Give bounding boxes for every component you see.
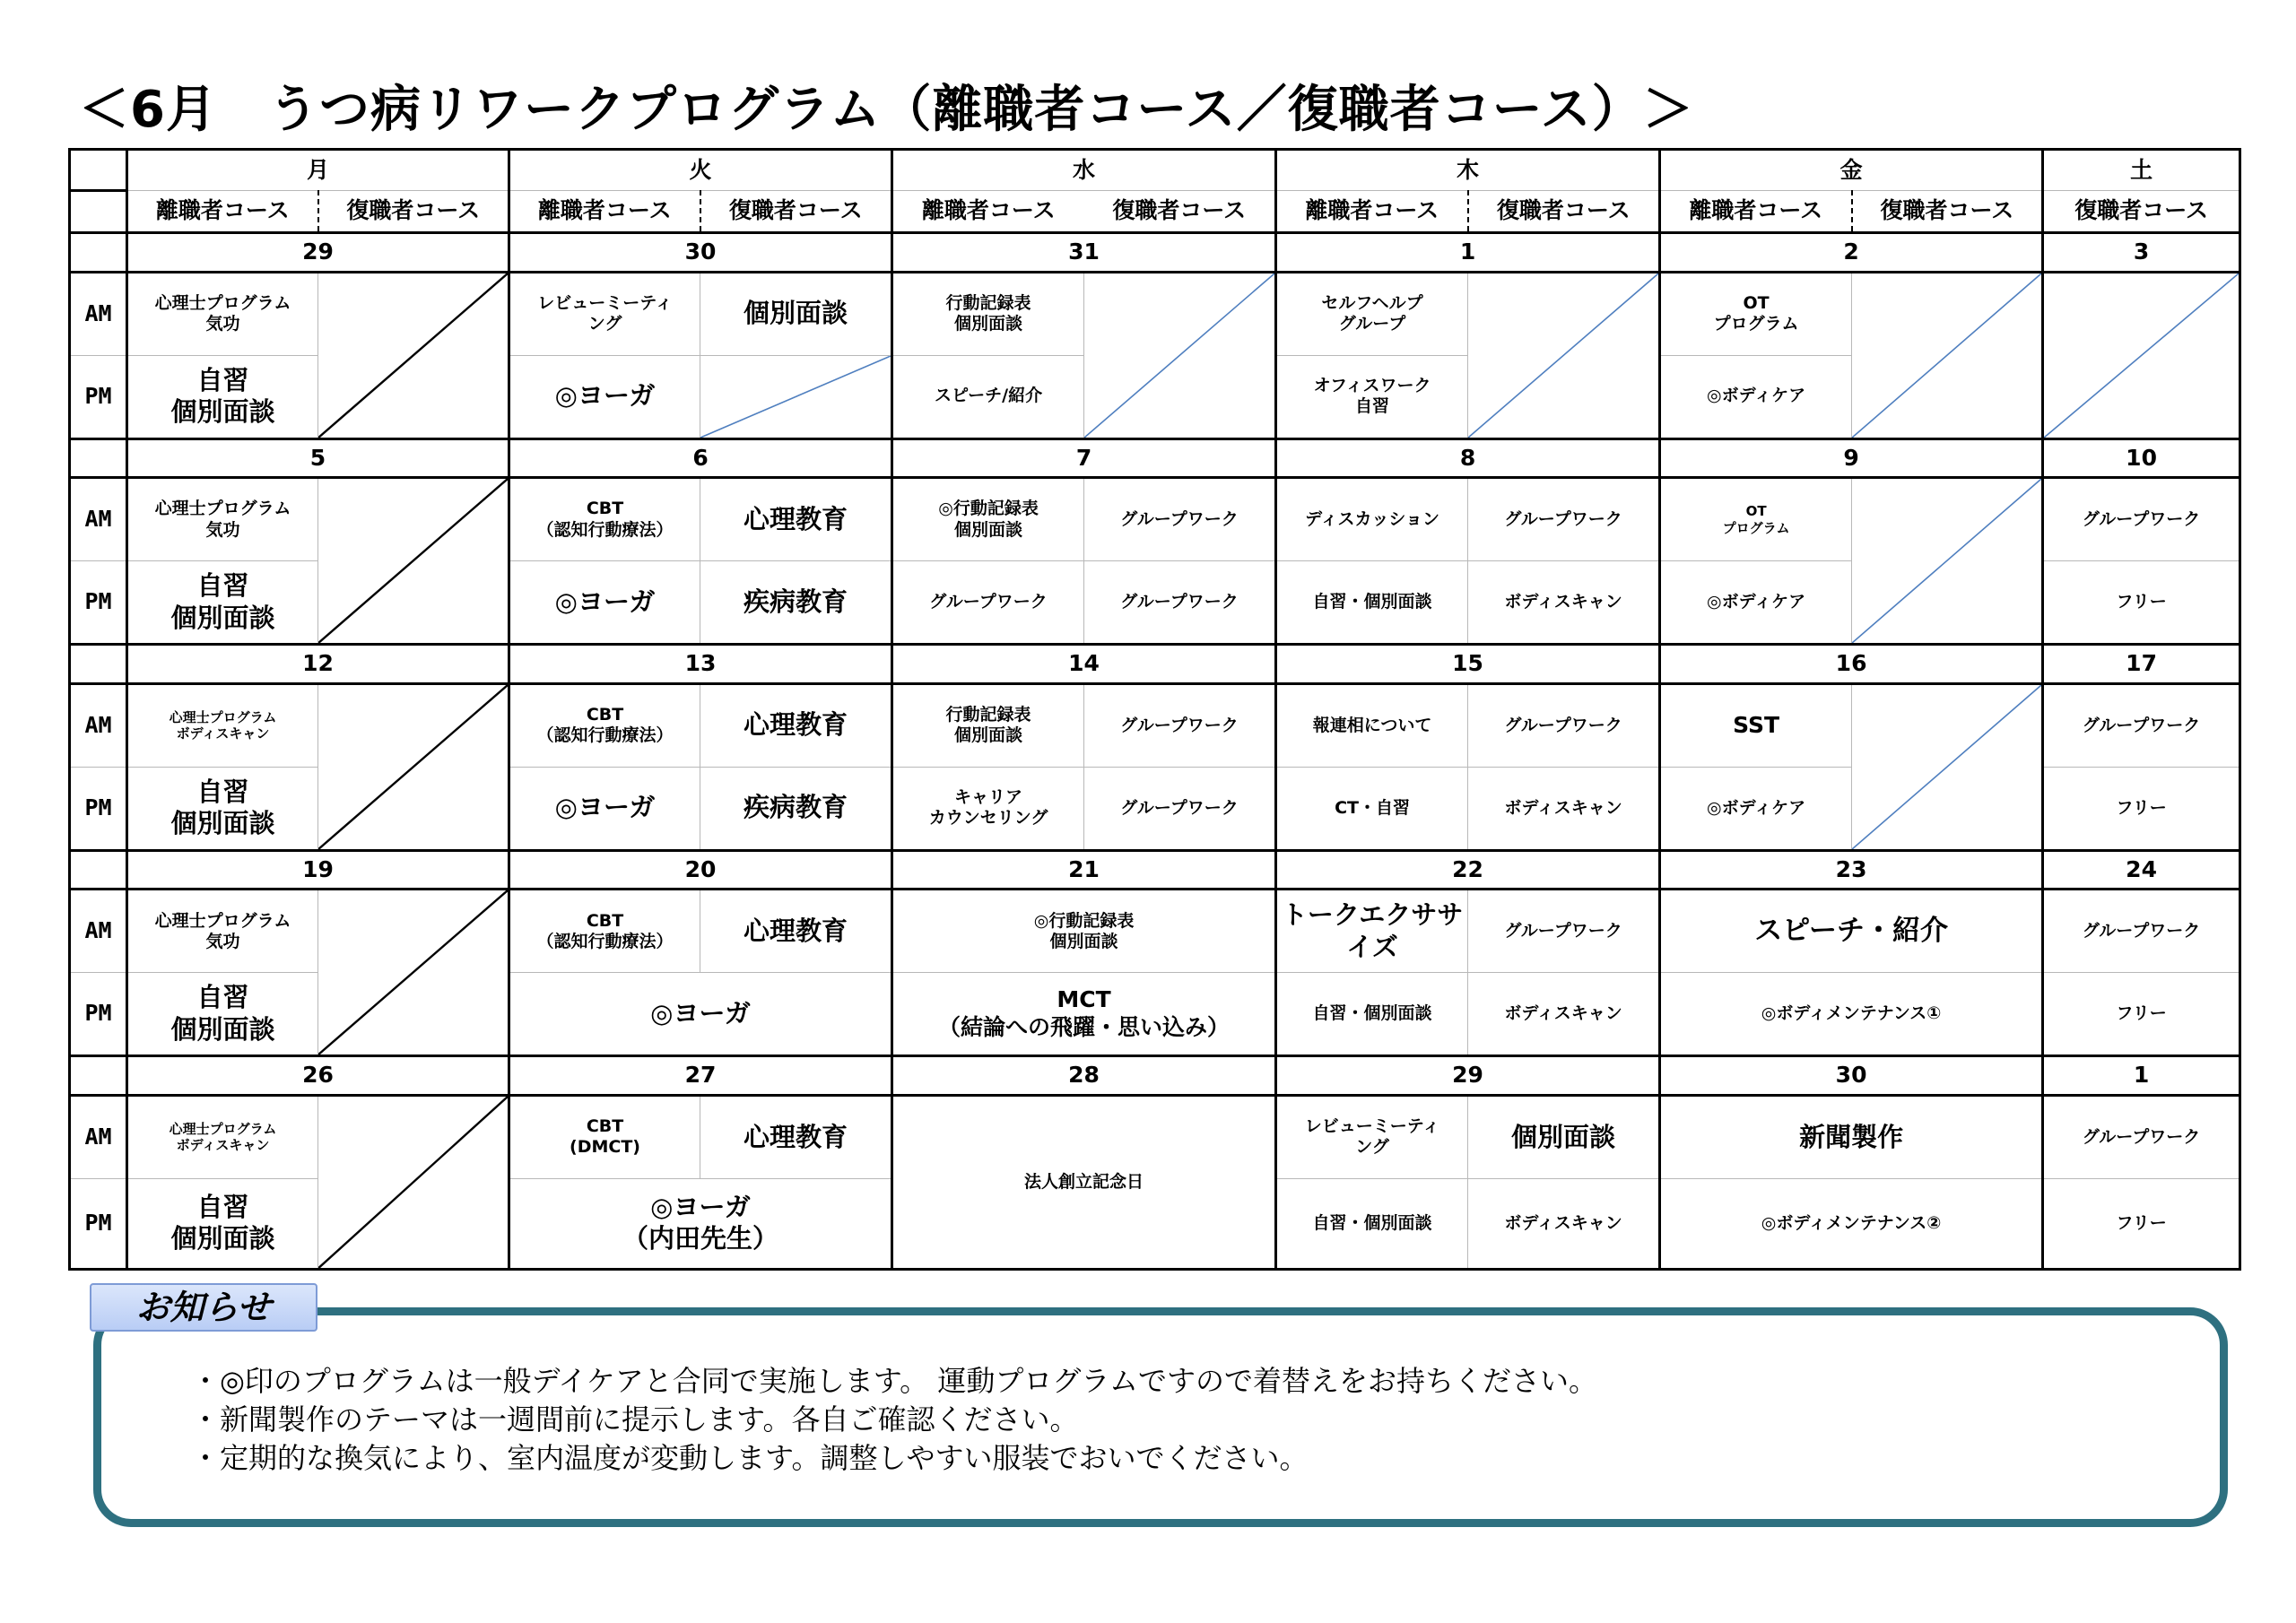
course-label: 離職者コース bbox=[509, 190, 700, 233]
date-cell: 30 bbox=[509, 233, 892, 272]
program-cell: オフィスワーク 自習 bbox=[1276, 355, 1468, 438]
slash-line bbox=[1852, 273, 2041, 438]
program-cell: MCT （結論への飛躍・思い込み） bbox=[892, 973, 1276, 1056]
date-row bbox=[70, 850, 2240, 889]
slash-line bbox=[318, 1097, 508, 1268]
am-label: AM bbox=[70, 478, 127, 561]
date-cell: 31 bbox=[892, 233, 1276, 272]
date-cell: 24 bbox=[2043, 850, 2240, 889]
program-cell: スピーチ・紹介 bbox=[1660, 890, 2043, 973]
am-row bbox=[70, 683, 2240, 767]
notice-list bbox=[191, 1362, 1597, 1478]
program-cell: フリー bbox=[2043, 561, 2240, 645]
program-cell: フリー bbox=[2043, 767, 2240, 850]
date-cell: 7 bbox=[892, 438, 1276, 477]
program-cell: 自習・個別面談 bbox=[1276, 973, 1468, 1056]
program-cell: グループワーク bbox=[892, 561, 1084, 645]
program-cell: ボディスキャン bbox=[1468, 973, 1660, 1056]
date-cell: 27 bbox=[509, 1056, 892, 1095]
diagonal-slash bbox=[1852, 685, 2041, 849]
program-cell: 心理教育 bbox=[700, 1095, 892, 1178]
program-cell: 心理士プログラム 気功 bbox=[127, 478, 318, 561]
program-cell: CBT （認知行動療法） bbox=[509, 478, 700, 561]
program-cell: フリー bbox=[2043, 973, 2240, 1056]
corner-cell bbox=[70, 190, 127, 233]
am-row bbox=[70, 890, 2240, 973]
program-cell: ◎ボディケア bbox=[1660, 767, 1852, 850]
course-label: 復職者コース bbox=[318, 190, 509, 233]
date-cell: 3 bbox=[2043, 233, 2240, 272]
weekday-wed: 水 bbox=[892, 150, 1276, 191]
program-cell: グループワーク bbox=[1468, 890, 1660, 973]
program-cell: SST bbox=[1660, 683, 1852, 767]
am-row bbox=[70, 272, 2240, 355]
course-label: 復職者コース bbox=[1852, 190, 2043, 233]
program-cell: 自習 個別面談 bbox=[127, 561, 318, 645]
program-cell: OT プログラム bbox=[1660, 478, 1852, 561]
date-cell: 17 bbox=[2043, 645, 2240, 683]
am-label: AM bbox=[70, 683, 127, 767]
program-cell: 自習 個別面談 bbox=[127, 1178, 318, 1269]
program-cell: 心理教育 bbox=[700, 478, 892, 561]
corner-cell bbox=[70, 150, 127, 191]
program-cell: ボディスキャン bbox=[1468, 767, 1660, 850]
program-cell: 自習・個別面談 bbox=[1276, 561, 1468, 645]
program-cell: 自習 個別面談 bbox=[127, 355, 318, 438]
date-cell: 20 bbox=[509, 850, 892, 889]
closed-slash-cell bbox=[318, 683, 509, 850]
course-label: 離職者コース bbox=[127, 190, 318, 233]
program-cell: ボディスキャン bbox=[1468, 561, 1660, 645]
program-cell: ◎ヨーガ bbox=[509, 355, 700, 438]
notice-line: ・◎印のプログラムは一般デイケアと合同で実施します。 運動プログラムですので着替えをお持ちください。 bbox=[191, 1364, 1598, 1398]
closed-slash-cell bbox=[1852, 478, 2043, 645]
program-cell: ◎ボディケア bbox=[1660, 355, 1852, 438]
pm-label: PM bbox=[70, 973, 127, 1056]
program-cell: CT・自習 bbox=[1276, 767, 1468, 850]
date-cell: 8 bbox=[1276, 438, 1660, 477]
weekday-sat: 土 bbox=[2043, 150, 2240, 191]
date-row bbox=[70, 1056, 2240, 1095]
program-cell: ◎ヨーガ bbox=[509, 973, 892, 1056]
notice-box bbox=[93, 1307, 2228, 1527]
date-cell: 29 bbox=[1276, 1056, 1660, 1095]
date-cell: 9 bbox=[1660, 438, 2043, 477]
holiday-cell: 法人創立記念日 bbox=[892, 1095, 1276, 1269]
date-row bbox=[70, 645, 2240, 683]
diagonal-slash bbox=[318, 685, 508, 849]
program-cell: 行動記録表 個別面談 bbox=[892, 683, 1084, 767]
program-cell: 行動記録表 個別面談 bbox=[892, 272, 1084, 355]
pm-label: PM bbox=[70, 561, 127, 645]
diagonal-slash bbox=[1852, 479, 2041, 643]
program-cell: 心理教育 bbox=[700, 683, 892, 767]
program-cell: レビューミーティ ング bbox=[1276, 1095, 1468, 1178]
slash-line bbox=[700, 356, 891, 438]
closed-slash-cell bbox=[1852, 683, 2043, 850]
closed-slash-cell bbox=[318, 1095, 509, 1269]
course-label: 離職者コース bbox=[1276, 190, 1468, 233]
weekday-fri: 金 bbox=[1660, 150, 2043, 191]
program-cell: 自習 個別面談 bbox=[127, 767, 318, 850]
program-cell: グループワーク bbox=[2043, 683, 2240, 767]
slash-line bbox=[318, 890, 508, 1055]
slash-line bbox=[1852, 685, 2041, 849]
program-cell: 個別面談 bbox=[1468, 1095, 1660, 1178]
pm-label: PM bbox=[70, 355, 127, 438]
course-label: 復職者コース bbox=[700, 190, 892, 233]
pm-label: PM bbox=[70, 767, 127, 850]
page-title: ＜6月 うつ病リワークプログラム（離職者コース／復職者コース）＞ bbox=[79, 81, 1694, 139]
course-label: 離職者コース bbox=[892, 190, 1084, 233]
program-cell: 心理士プログラム 気功 bbox=[127, 272, 318, 355]
program-cell: グループワーク bbox=[1084, 561, 1276, 645]
diagonal-slash bbox=[1084, 273, 1274, 438]
schedule-table bbox=[68, 148, 2241, 1271]
program-cell: CBT （認知行動療法） bbox=[509, 683, 700, 767]
program-cell: CBT (DMCT) bbox=[509, 1095, 700, 1178]
date-cell: 13 bbox=[509, 645, 892, 683]
date-cell: 12 bbox=[127, 645, 509, 683]
closed-slash-cell bbox=[1852, 272, 2043, 438]
program-cell: グループワーク bbox=[2043, 478, 2240, 561]
diagonal-slash bbox=[1852, 273, 2041, 438]
date-cell: 1 bbox=[1276, 233, 1660, 272]
program-cell: OT プログラム bbox=[1660, 272, 1852, 355]
program-cell: ◎行動記録表 個別面談 bbox=[892, 890, 1276, 973]
program-cell: ◎ボディメンテナンス① bbox=[1660, 973, 2043, 1056]
program-cell: 自習 個別面談 bbox=[127, 973, 318, 1056]
program-cell: フリー bbox=[2043, 1178, 2240, 1269]
slash-line bbox=[2044, 273, 2239, 438]
program-cell: ◎ヨーガ bbox=[509, 767, 700, 850]
date-row bbox=[70, 233, 2240, 272]
diagonal-slash bbox=[1468, 273, 1658, 438]
program-cell: CBT （認知行動療法） bbox=[509, 890, 700, 973]
program-cell: グループワーク bbox=[1084, 683, 1276, 767]
date-row bbox=[70, 438, 2240, 477]
am-row bbox=[70, 478, 2240, 561]
closed-slash-cell bbox=[2043, 272, 2240, 438]
date-cell: 21 bbox=[892, 850, 1276, 889]
program-cell: ◎ボディケア bbox=[1660, 561, 1852, 645]
program-cell: キャリア カウンセリング bbox=[892, 767, 1084, 850]
date-cell: 6 bbox=[509, 438, 892, 477]
program-cell: 心理士プログラム ボディスキャン bbox=[127, 1095, 318, 1178]
weekday-thu: 木 bbox=[1276, 150, 1660, 191]
closed-slash-cell bbox=[1468, 272, 1660, 438]
closed-slash-cell bbox=[318, 890, 509, 1056]
program-cell: 自習・個別面談 bbox=[1276, 1178, 1468, 1269]
course-label: 離職者コース bbox=[1660, 190, 1852, 233]
date-cell: 26 bbox=[127, 1056, 509, 1095]
date-cell: 30 bbox=[1660, 1056, 2043, 1095]
am-row bbox=[70, 1095, 2240, 1178]
program-cell: グループワーク bbox=[2043, 1095, 2240, 1178]
pm-label: PM bbox=[70, 1178, 127, 1269]
date-cell: 2 bbox=[1660, 233, 2043, 272]
program-cell: ◎ヨーガ bbox=[509, 561, 700, 645]
program-cell: 心理士プログラム ボディスキャン bbox=[127, 683, 318, 767]
date-cell: 29 bbox=[127, 233, 509, 272]
program-cell: 疾病教育 bbox=[700, 561, 892, 645]
course-label: 復職者コース bbox=[2043, 190, 2240, 233]
program-cell: セルフヘルプ グループ bbox=[1276, 272, 1468, 355]
program-cell: グループワーク bbox=[1468, 478, 1660, 561]
course-label: 復職者コース bbox=[1084, 190, 1276, 233]
program-cell: ボディスキャン bbox=[1468, 1178, 1660, 1269]
program-cell: ディスカッション bbox=[1276, 478, 1468, 561]
closed-slash-cell bbox=[1084, 272, 1276, 438]
weekday-header-row bbox=[70, 150, 2240, 191]
program-cell: グループワーク bbox=[1468, 683, 1660, 767]
course-label: 復職者コース bbox=[1468, 190, 1660, 233]
closed-slash-cell bbox=[700, 355, 892, 438]
slash-line bbox=[1084, 273, 1274, 438]
program-cell: 疾病教育 bbox=[700, 767, 892, 850]
program-cell: ◎ボディメンテナンス② bbox=[1660, 1178, 2043, 1269]
program-cell: レビューミーティ ング bbox=[509, 272, 700, 355]
date-cell: 16 bbox=[1660, 645, 2043, 683]
weekday-tue: 火 bbox=[509, 150, 892, 191]
am-label: AM bbox=[70, 890, 127, 973]
date-cell: 22 bbox=[1276, 850, 1660, 889]
program-cell: 心理教育 bbox=[700, 890, 892, 973]
slash-line bbox=[1468, 273, 1658, 438]
program-cell: 心理士プログラム 気功 bbox=[127, 890, 318, 973]
date-cell: 15 bbox=[1276, 645, 1660, 683]
date-cell: 28 bbox=[892, 1056, 1276, 1095]
program-cell: グループワーク bbox=[1084, 767, 1276, 850]
slash-line bbox=[318, 273, 508, 438]
program-cell: 新聞製作 bbox=[1660, 1095, 2043, 1178]
diagonal-slash bbox=[700, 356, 891, 438]
program-cell: グループワーク bbox=[1084, 478, 1276, 561]
closed-slash-cell bbox=[318, 478, 509, 645]
program-cell: スピーチ/紹介 bbox=[892, 355, 1084, 438]
notice-line: ・新聞製作のテーマは一週間前に提示します。各自ご確認ください。 bbox=[191, 1402, 1079, 1436]
diagonal-slash bbox=[318, 1097, 508, 1268]
slash-line bbox=[318, 479, 508, 643]
date-cell: 1 bbox=[2043, 1056, 2240, 1095]
closed-slash-cell bbox=[318, 272, 509, 438]
program-cell: トークエクササ イズ bbox=[1276, 890, 1468, 973]
am-label: AM bbox=[70, 1095, 127, 1178]
diagonal-slash bbox=[318, 479, 508, 643]
notice-line: ・定期的な換気により、室内温度が変動します。調整しやすい服装でおいでください。 bbox=[191, 1441, 1309, 1475]
date-cell: 19 bbox=[127, 850, 509, 889]
course-header-row bbox=[70, 190, 2240, 233]
slash-line bbox=[318, 685, 508, 849]
am-label: AM bbox=[70, 272, 127, 355]
diagonal-slash bbox=[318, 890, 508, 1055]
slash-line bbox=[1852, 479, 2041, 643]
program-cell: ◎ヨーガ （内田先生） bbox=[509, 1178, 892, 1269]
program-cell: ◎行動記録表 個別面談 bbox=[892, 478, 1084, 561]
program-cell: グループワーク bbox=[2043, 890, 2240, 973]
notice-tab: お知らせ bbox=[90, 1283, 317, 1332]
date-cell: 14 bbox=[892, 645, 1276, 683]
diagonal-slash bbox=[2044, 273, 2239, 438]
date-cell: 23 bbox=[1660, 850, 2043, 889]
diagonal-slash bbox=[318, 273, 508, 438]
date-cell: 10 bbox=[2043, 438, 2240, 477]
date-cell: 5 bbox=[127, 438, 509, 477]
program-cell: 個別面談 bbox=[700, 272, 892, 355]
weekday-mon: 月 bbox=[127, 150, 509, 191]
program-cell: 報連相について bbox=[1276, 683, 1468, 767]
